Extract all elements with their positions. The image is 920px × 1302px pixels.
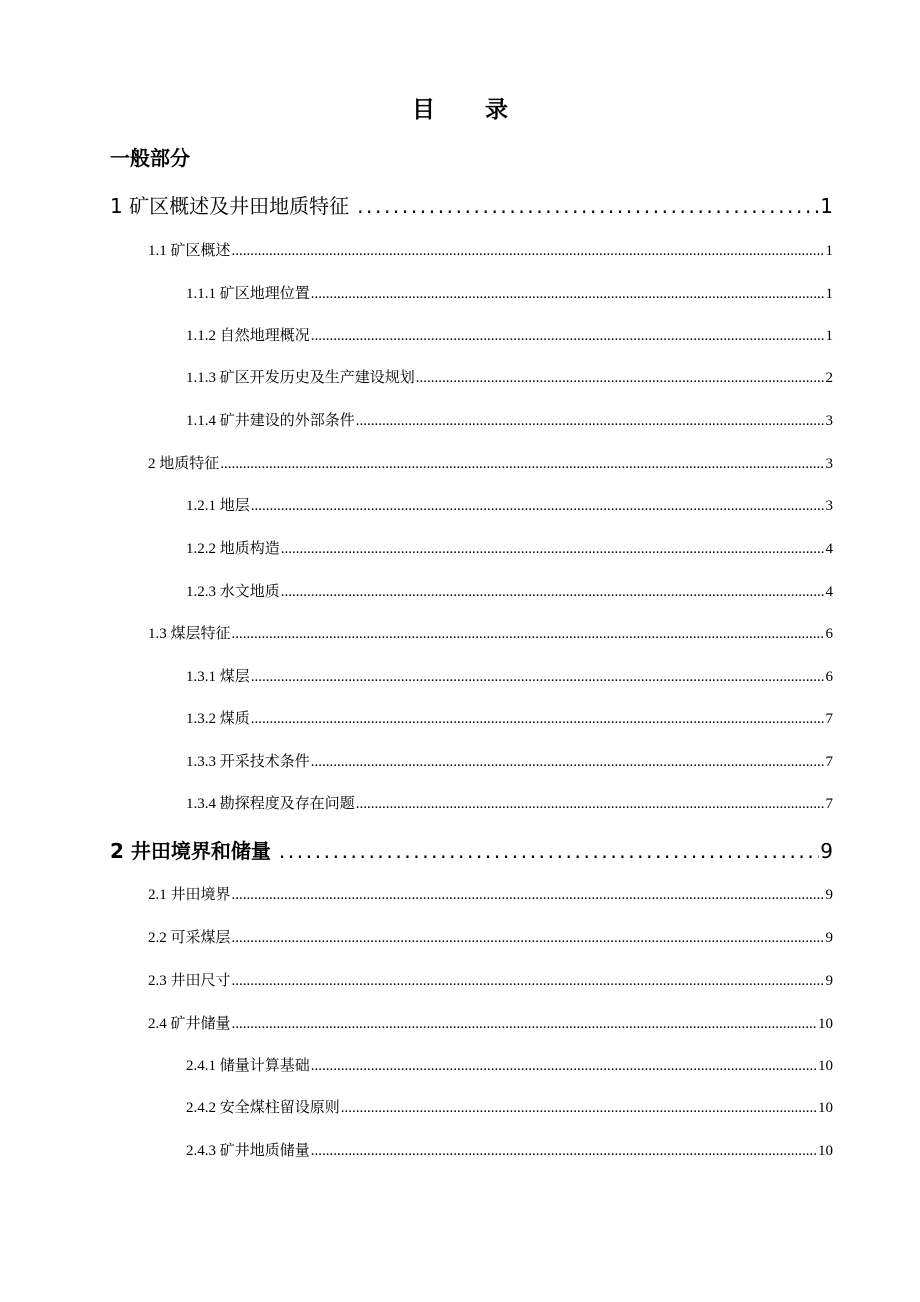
toc-section-entry (148, 927, 833, 949)
toc-dot-leader (251, 495, 825, 517)
toc-page-number: 3 (825, 498, 833, 514)
toc-dot-leader (232, 927, 825, 949)
toc-section-entry (148, 240, 833, 262)
toc-entry-label: 1.2.3 水文地质 (186, 584, 280, 600)
toc-page-number: 1 (825, 328, 833, 344)
toc-entry-label: 1.3.4 勘探程度及存在问题 (186, 796, 355, 812)
toc-entry-label: 1.1.3 矿区开发历史及生产建设规划 (186, 370, 415, 386)
toc-dot-leader (281, 538, 825, 560)
toc-subsection-entry (186, 367, 833, 389)
toc-entry-label: 1.3 煤层特征 (148, 626, 231, 642)
toc-dot-leader (232, 1013, 817, 1035)
toc-subsection-entry (186, 1097, 833, 1119)
part-heading: 一般部分 (110, 146, 190, 170)
toc-section-entry (148, 1013, 833, 1035)
toc-page-number: 1 (825, 286, 833, 302)
toc-page-number: 10 (818, 1016, 833, 1032)
toc-page-number: 1 (825, 243, 833, 259)
toc-subsection-entry (186, 1140, 833, 1162)
toc-page-number: 9 (820, 839, 833, 863)
toc-dot-leader (311, 325, 825, 347)
toc-subsection-entry (186, 793, 833, 815)
toc-entry-label: 1.3.3 开采技术条件 (186, 754, 310, 770)
toc-page-number: 3 (825, 456, 833, 472)
toc-title: 目录 (412, 97, 558, 123)
toc-dot-leader (311, 283, 825, 305)
toc-dot-leader (356, 410, 825, 432)
toc-entry-label: 1.3.1 煤层 (186, 669, 250, 685)
toc-entry-label: 2.1 井田境界 (148, 887, 231, 903)
toc-entry-label: 1.3.2 煤质 (186, 711, 250, 727)
toc-entry-label: 1.2.2 地质构造 (186, 541, 280, 557)
toc-dot-leader (232, 970, 825, 992)
toc-section-entry (148, 884, 833, 906)
toc-dot-leader (251, 666, 825, 688)
toc-entry-label: 2 井田境界和储量 (110, 839, 271, 863)
toc-dot-leader (232, 623, 825, 645)
toc-section-entry (148, 970, 833, 992)
toc-dot-leader (281, 581, 825, 603)
toc-chapter-entry (110, 836, 833, 866)
toc-subsection-entry (186, 410, 833, 432)
toc-dot-leader (232, 884, 825, 906)
toc-page-number: 7 (825, 711, 833, 727)
toc-entry-label: 2.4.2 安全煤柱留设原则 (186, 1100, 340, 1116)
toc-page-number: 10 (818, 1058, 833, 1074)
toc-dot-leader (311, 1055, 817, 1077)
toc-dot-leader (251, 708, 825, 730)
toc-page-number: 9 (825, 973, 833, 989)
toc-section-entry (148, 453, 833, 475)
toc-dot-leader (341, 1097, 817, 1119)
toc-entry-label: 2.4.3 矿井地质储量 (186, 1143, 310, 1159)
toc-dot-leader (311, 751, 825, 773)
toc-subsection-entry (186, 751, 833, 773)
toc-entry-label: 1.1.2 自然地理概况 (186, 328, 310, 344)
toc-entry-label: 2.3 井田尺寸 (148, 973, 231, 989)
toc-subsection-entry (186, 495, 833, 517)
toc-page-number: 1 (820, 194, 833, 218)
toc-dot-leader (311, 1140, 817, 1162)
toc-page-number: 6 (825, 626, 833, 642)
toc-dot-leader (357, 191, 819, 221)
toc-chapter-entry (110, 191, 833, 221)
toc-entry-label: 1 矿区概述及井田地质特征 (110, 194, 350, 218)
toc-dot-leader (416, 367, 825, 389)
toc-page-number: 7 (825, 754, 833, 770)
toc-subsection-entry (186, 538, 833, 560)
toc-subsection-entry (186, 708, 833, 730)
toc-entry-label: 2 地质特征 (148, 456, 220, 472)
toc-page-number: 9 (825, 887, 833, 903)
toc-entry-label: 2.4 矿井储量 (148, 1016, 231, 1032)
toc-dot-leader (356, 793, 825, 815)
toc-entry-label: 2.2 可采煤层 (148, 930, 231, 946)
toc-dot-leader (279, 836, 819, 866)
toc-page-number: 2 (825, 370, 833, 386)
toc-page-number: 3 (825, 413, 833, 429)
toc-page-number: 6 (825, 669, 833, 685)
toc-entry-label: 1.1 矿区概述 (148, 243, 231, 259)
toc-subsection-entry (186, 325, 833, 347)
toc-page-number: 9 (825, 930, 833, 946)
toc-subsection-entry (186, 666, 833, 688)
toc-section-entry (148, 623, 833, 645)
toc-dot-leader (232, 240, 825, 262)
toc-subsection-entry (186, 581, 833, 603)
toc-entry-label: 2.4.1 储量计算基础 (186, 1058, 310, 1074)
toc-entry-label: 1.1.1 矿区地理位置 (186, 286, 310, 302)
toc-entry-label: 1.2.1 地层 (186, 498, 250, 514)
toc-page-number: 4 (825, 541, 833, 557)
toc-subsection-entry (186, 1055, 833, 1077)
toc-subsection-entry (186, 283, 833, 305)
toc-dot-leader (220, 453, 824, 475)
toc-page-number: 10 (818, 1143, 833, 1159)
toc-entry-label: 1.1.4 矿井建设的外部条件 (186, 413, 355, 429)
toc-page-number: 7 (825, 796, 833, 812)
toc-page-number: 10 (818, 1100, 833, 1116)
toc-page-number: 4 (825, 584, 833, 600)
